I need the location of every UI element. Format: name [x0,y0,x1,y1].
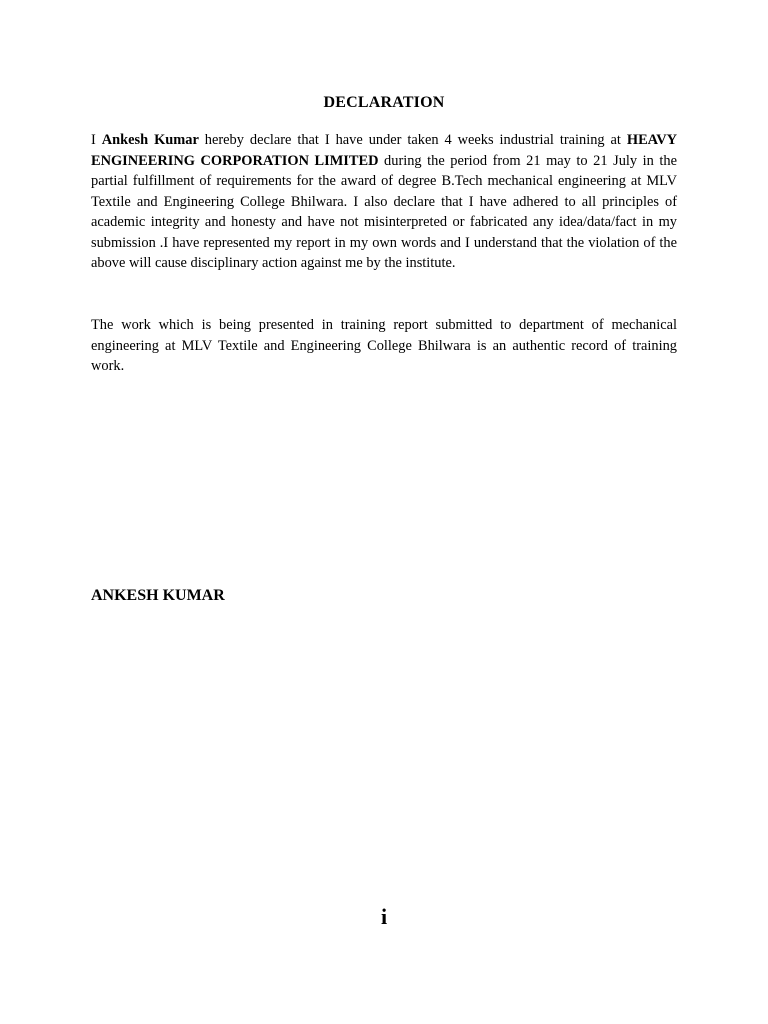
paragraph-text: hereby declare that I have under taken 4 weeks industrial training at [198,132,627,148]
signature-name: ANKESH KUMAR [91,587,225,604]
page-number: i [380,904,388,929]
paragraph-text: during the period from 21 may to 21 July in the partial fulfillment of requirements for the award of degree B.Tech mechanical engineering at MLV Textile and Engineering College Bhilwara. I also declare that I have adhered to all principles of academic integrity and honesty and have not misinterpreted or fabricated any idea/data/fact in my submission .I have represented my report in my own words and I understand that the violation of the above will cause disciplinary action against me by the institute. [91,152,677,271]
company-name: HEAVY ENGINEERING CORPORATION LIMITED [91,132,677,169]
authenticity-paragraph: The work which is being presented in training report submitted to department of mechanical engineering at MLV Textile and Engineering College Bhilwara is an authentic record of training work. [91,317,677,374]
student-name-inline: Ankesh Kumar [101,132,199,148]
page-title: DECLARATION [323,94,445,111]
declaration-paragraph [91,130,677,274]
paragraph-text: I [91,132,102,148]
